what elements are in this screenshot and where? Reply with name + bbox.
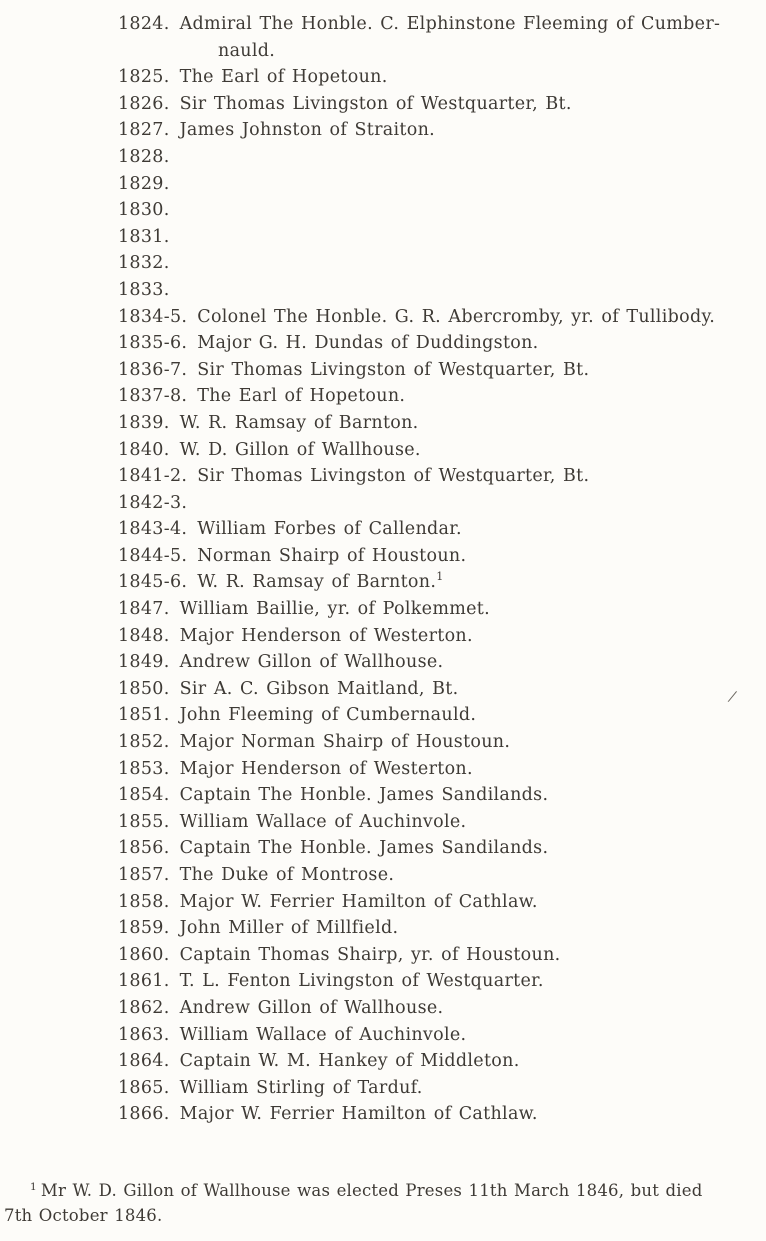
entry-year: 1847. [118,599,170,620]
entry-name: Major Henderson of Westerton. [179,625,473,646]
entry-year: 1866. [118,1104,170,1125]
entry-name: T. L. Fenton Livingston of Westquarter. [179,971,544,992]
entry-name: Captain The Honble. James Sandilands. [179,785,549,806]
entry-name: Andrew Gillon of Wallhouse. [179,997,444,1018]
entry-year: 1851. [118,705,170,726]
list-item [118,330,766,357]
list-item [118,1048,766,1075]
entry-name: W. R. Ramsay of Barnton. [197,572,437,593]
entry-year: 1861. [118,971,170,992]
entry-year: 1865. [118,1077,170,1098]
list-item [118,357,766,384]
entry-name: James Johnston of Straiton. [179,120,436,141]
entry-name: John Fleeming of Cumbernauld. [179,705,477,726]
list-item [118,569,766,596]
entry-year: 1830. [118,200,170,221]
entry-name: Major Henderson of Westerton. [179,758,473,779]
list-item [118,809,766,836]
entry-year: 1858. [118,891,170,912]
list-item [118,171,766,198]
entry-name: W. D. Gillon of Wallhouse. [179,439,421,460]
entry-name: Major W. Ferrier Hamilton of Cathlaw. [179,891,538,912]
list-item [118,277,766,304]
list-item [118,835,766,862]
footnote-text-1: Mr W. D. Gillon of Wallhouse was elected Preses 11th March 1846, but died [40,1181,703,1200]
entry-year: 1828. [118,146,170,167]
scan-artifact-mark: ⁄ [729,687,735,707]
entry-year: 1841-2. [118,466,188,487]
list-item [118,1075,766,1102]
list-item [118,915,766,942]
entry-year: 1842-3. [118,492,188,513]
entry-year: 1826. [118,93,170,114]
entry-year: 1845-6. [118,572,188,593]
footnote-marker: 1 [30,1180,37,1193]
entry-year: 1855. [118,811,170,832]
footnote-line-1 [4,1178,760,1203]
entry-year: 1829. [118,173,170,194]
entry-year: 1852. [118,732,170,753]
entry-name: Colonel The Honble. G. R. Abercromby, yr. of Tullibody. [197,306,716,327]
entry-year: 1824. [118,14,170,34]
list-item [118,623,766,650]
entry-year: 1854. [118,785,170,806]
list-item [118,516,766,543]
entry-name: Sir Thomas Livingston of Westquarter, Bt. [179,93,572,114]
entry-year: 1862. [118,997,170,1018]
list-item [118,1022,766,1049]
entry-name: The Earl of Hopetoun. [197,386,406,407]
entry-name: Norman Shairp of Houstoun. [197,545,467,566]
list-item [118,729,766,756]
list-item [118,224,766,251]
list-item [118,756,766,783]
entry-year: 1831. [118,226,170,247]
entry-name: William Forbes of Callendar. [197,519,462,540]
entry-name: Major G. H. Dundas of Duddingston. [197,333,539,354]
list-item [118,91,766,118]
list-item [118,676,766,703]
entry-name: Sir Thomas Livingston of Westquarter, Bt. [197,466,590,487]
entry-year: 1859. [118,918,170,939]
list-item [118,410,766,437]
list-item [118,11,766,38]
entry-year: 1864. [118,1051,170,1072]
entry-year: 1848. [118,625,170,646]
entry-name: Andrew Gillon of Wallhouse. [179,652,444,673]
list-item [118,596,766,623]
entry-year: 1832. [118,253,170,274]
footnote-line-2: 7th October 1846. [4,1206,163,1225]
entry-year: 1860. [118,944,170,965]
entry-year: 1827. [118,120,170,141]
entry-year: 1856. [118,838,170,859]
entry-year: 1837-8. [118,386,188,407]
entry-name: Major Norman Shairp of Houstoun. [179,732,511,753]
entry-year: 1825. [118,67,170,88]
list-item [118,383,766,410]
entry-name: The Duke of Montrose. [179,865,395,885]
entry-name: W. R. Ramsay of Barnton. [179,412,419,433]
preses-list [0,11,766,1128]
list-item [118,782,766,809]
list-item [118,463,766,490]
list-item [118,968,766,995]
entry-year: 1853. [118,758,170,779]
entry-name: John Miller of Millfield. [179,918,399,939]
entry-name: Captain Thomas Shairp, yr. of Houstoun. [179,944,561,965]
entry-name: Captain The Honble. James Sandilands. [179,838,549,859]
list-item [118,197,766,224]
entry-name: William Baillie, yr. of Polkemmet. [179,599,490,620]
list-item [118,702,766,729]
entry-name: William Wallace of Auchinvole. [179,811,467,832]
list-item [118,64,766,91]
entry-year: 1849. [118,652,170,673]
entry-continuation: nauld. [218,40,276,61]
entry-year: 1850. [118,678,170,699]
list-item [118,889,766,916]
list-item [118,144,766,171]
entry-year: 1833. [118,279,170,300]
list-item [118,543,766,570]
list-item [118,117,766,144]
entry-name: Sir Thomas Livingston of Westquarter, Bt. [197,359,590,380]
entry-year: 1839. [118,412,170,433]
entry-year: 1857. [118,865,170,885]
entry-name: Major W. Ferrier Hamilton of Cathlaw. [179,1104,538,1125]
list-item [118,490,766,517]
list-item [118,437,766,464]
list-item [118,1101,766,1128]
footnote-reference: 1 [436,570,444,584]
list-item [118,304,766,331]
entry-name: The Earl of Hopetoun. [179,67,388,88]
list-item [118,942,766,969]
entry-year: 1863. [118,1024,170,1045]
entry-year: 1840. [118,439,170,460]
entry-year: 1843-4. [118,519,188,540]
entry-name: William Wallace of Auchinvole. [179,1024,467,1045]
list-item [118,995,766,1022]
list-item [118,649,766,676]
entry-name: Captain W. M. Hankey of Middleton. [179,1051,520,1072]
list-item [118,862,766,889]
entry-year: 1835-6. [118,333,188,354]
entry-name: Admiral The Honble. C. Elphinstone Fleeming of Cumber- [179,14,721,34]
entry-name: William Stirling of Tarduf. [179,1077,423,1098]
entry-year: 1834-5. [118,306,188,327]
entry-year: 1844-5. [118,545,188,566]
footnote [4,1178,760,1228]
entry-year: 1836-7. [118,359,188,380]
list-item [118,250,766,277]
entry-name: Sir A. C. Gibson Maitland, Bt. [179,678,459,699]
